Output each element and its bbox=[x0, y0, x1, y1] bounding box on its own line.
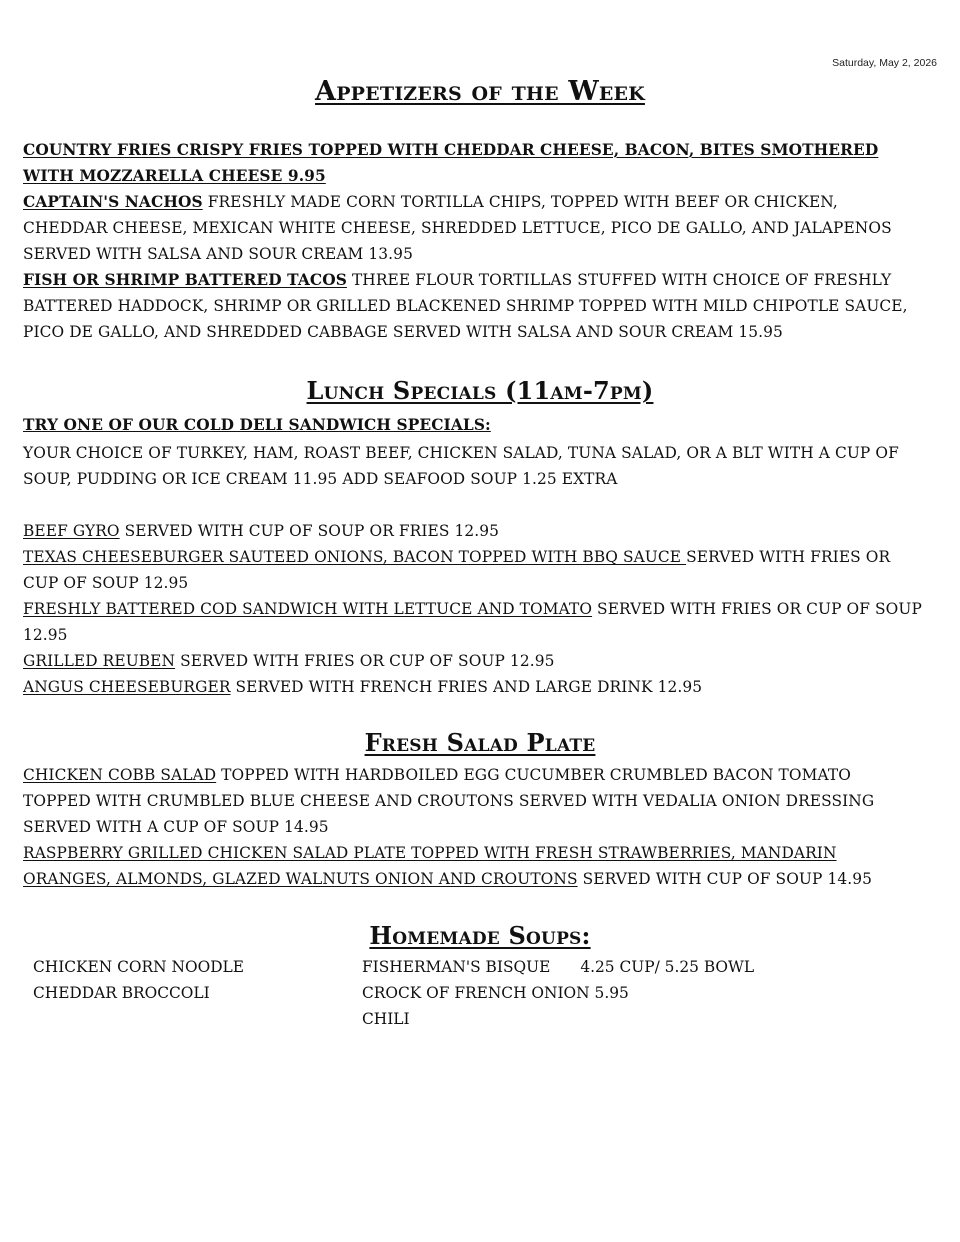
salad-item-name: CHICKEN COBB SALAD bbox=[23, 766, 217, 784]
lunch-item bbox=[23, 518, 923, 544]
appetizer-item bbox=[23, 189, 923, 267]
lunch-item-name: BEEF GYRO bbox=[23, 522, 120, 540]
lunch-item-description: SERVED WITH FRIES OR CUP OF SOUP 12.95 bbox=[175, 652, 555, 670]
soups-right-column bbox=[362, 954, 754, 1032]
lunch-items-list bbox=[23, 518, 923, 700]
lunch-item bbox=[23, 544, 923, 596]
salad-item-description: SERVED WITH CUP OF SOUP 14.95 bbox=[577, 870, 873, 888]
lunch-item bbox=[23, 596, 923, 648]
soup-item: CROCK OF FRENCH ONION 5.95 bbox=[362, 984, 629, 1002]
appetizer-name: COUNTRY FRIES bbox=[23, 141, 172, 159]
lunch-item bbox=[23, 674, 923, 700]
soups-heading: Homemade Soups: bbox=[369, 921, 591, 950]
soup-name: FISHERMAN'S BISQUE bbox=[362, 958, 551, 976]
salad-item-description: TOPPED WITH HARDBOILED EGG CUCUMBER CRUMBLED BACON TOMATO TOPPED WITH CRUMBLED BLUE CHEESE AND CROUTONS SERVED WITH VEDALIA ONION DRESSING SERVED WITH A CUP OF SOUP 14.95 bbox=[23, 766, 875, 836]
appetizers-list bbox=[23, 137, 923, 345]
soup-item: CHILI bbox=[362, 1010, 410, 1028]
soup-item: CHICKEN CORN NOODLE bbox=[33, 958, 244, 976]
appetizer-name: FISH OR SHRIMP BATTERED TACOS bbox=[23, 271, 347, 289]
appetizer-item bbox=[23, 137, 923, 189]
appetizers-heading: Appetizers of the Week bbox=[315, 76, 645, 107]
soups-left-column bbox=[33, 954, 244, 1006]
salad-item-name: RASPBERRY GRILLED CHICKEN SALAD PLATE TOPPED WITH FRESH STRAWBERRIES, MANDARIN ORANGES, ALMONDS, GLAZED WALNUTS ONION AND CROUTONS bbox=[23, 844, 837, 888]
appetizer-description: FRESHLY MADE CORN TORTILLA CHIPS, TOPPED WITH BEEF OR CHICKEN, CHEDDAR CHEESE, MEXICAN WHITE CHEESE, SHREDDED LETTUCE, PICO DE GALLO, AND JALAPENOS SERVED WITH SALSA AND SOUR CREAM 13.95 bbox=[23, 193, 892, 263]
appetizer-item bbox=[23, 267, 923, 345]
menu-date: Saturday, May 2, 2026 bbox=[832, 57, 937, 69]
lunch-item-name: FRESHLY BATTERED COD SANDWICH WITH LETTUCE AND TOMATO bbox=[23, 600, 593, 618]
appetizer-description: CRISPY FRIES TOPPED WITH CHEDDAR CHEESE, BACON, BITES SMOTHERED WITH MOZZARELLA CHEESE 9.95 bbox=[23, 141, 879, 185]
salad-heading: Fresh Salad Plate bbox=[364, 728, 596, 757]
lunch-subheading bbox=[23, 412, 923, 438]
appetizer-description: THREE FLOUR TORTILLAS STUFFED WITH CHOICE OF FRESHLY BATTERED HADDOCK, SHRIMP OR GRILLED BLACKENED SHRIMP TOPPED WITH MILD CHIPOTLE SAUCE, PICO DE GALLO, AND SHREDDED CABBAGE SERVED WITH SALSA AND SOUR CREAM 15.95 bbox=[23, 271, 908, 341]
lunch-item bbox=[23, 648, 923, 674]
lunch-item-name: GRILLED REUBEN bbox=[23, 652, 176, 670]
salad-list bbox=[23, 762, 923, 892]
lunch-subheading-text: TRY ONE OF OUR COLD DELI SANDWICH SPECIALS: bbox=[23, 416, 491, 434]
lunch-item-name: TEXAS CHEESEBURGER SAUTEED ONIONS, BACON TOPPED WITH BBQ SAUCE bbox=[23, 548, 687, 566]
lunch-item-description: SERVED WITH CUP OF SOUP OR FRIES 12.95 bbox=[119, 522, 500, 540]
appetizer-name: CAPTAIN'S NACHOS bbox=[23, 193, 203, 211]
salad-item bbox=[23, 840, 923, 892]
soup-item bbox=[362, 954, 754, 980]
lunch-deli-description: YOUR CHOICE OF TURKEY, HAM, ROAST BEEF, CHICKEN SALAD, TUNA SALAD, OR A BLT WITH A CUP OF SOUP, PUDDING OR ICE CREAM 11.95 ADD SEAFOOD SOUP 1.25 EXTRA bbox=[23, 444, 899, 488]
lunch-item-description: SERVED WITH FRIES OR CUP OF SOUP 12.95 bbox=[23, 600, 922, 644]
soup-price: 4.25 CUP/ 5.25 BOWL bbox=[580, 958, 755, 976]
soup-item: CHEDDAR BROCCOLI bbox=[33, 984, 210, 1002]
lunch-heading: Lunch Specials (11am-7pm) bbox=[306, 376, 654, 405]
lunch-item-name: ANGUS CHEESEBURGER bbox=[23, 678, 231, 696]
lunch-item-description: SERVED WITH FRENCH FRIES AND LARGE DRINK 12.95 bbox=[230, 678, 703, 696]
lunch-item-description: SERVED WITH FRIES OR CUP OF SOUP 12.95 bbox=[23, 548, 891, 592]
salad-item bbox=[23, 762, 923, 840]
